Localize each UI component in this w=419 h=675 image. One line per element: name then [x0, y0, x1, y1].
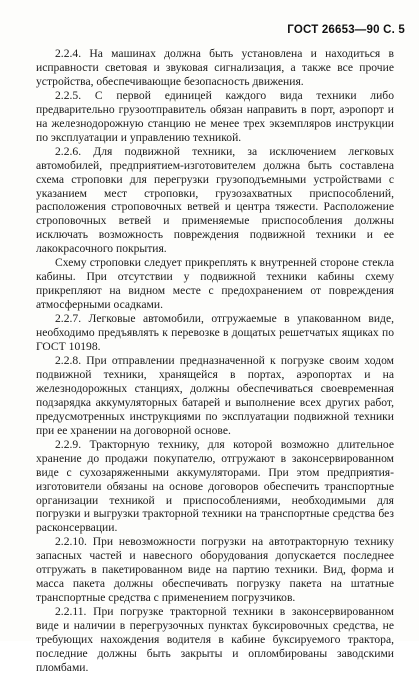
paragraph-2-2-11: 2.2.11. При погрузке тракторной техники в законсервированном виде и наличии в перегрузочных пунктах буксировочных средства, не требующих нахождения водителя в кабине буксируемого трактора, последние должны быть закрыты и опломбированы заводскими пломбами. — [36, 605, 394, 674]
paragraph-2-2-5: 2.2.5. С первой единицей каждого вида техники либо предварительно грузоотправитель обязан направить в порт, аэропорт и на железнодорожную станцию не менее трех экземпляров инструкции по эксплуатации и управлению техникой. — [36, 88, 394, 144]
document-body — [36, 47, 394, 675]
paragraph-2-2-7: 2.2.7. Легковые автомобили, отгружаемые в упакованном виде, необходимо предъявлять к перевозке в дощатых решетчатых ящиках по ГОСТ 10198. — [36, 312, 394, 354]
paragraph-2-2-9: 2.2.9. Тракторную технику, для которой возможно длительное хранение до продажи покупателю, отгружают в законсервированном виде с сухозаряженными аккумуляторами. При этом предприятия-изготовители обязаны на основе договоров обеспечить транспортные организации техникой и приспособлениями, необходимыми для погрузки и выгрузки тракторной техники на транспортные средства без расконсервации. — [36, 437, 394, 535]
paragraph-sling-scheme: Схему строповки следует прикреплять к внутренней стороне стекла кабины. При отсутствии у подвижной техники кабины схему прикрепляют на видном месте с предохранением от повреждения атмосферными осадками. — [36, 256, 394, 312]
paragraph-2-2-6: 2.2.6. Для подвижной техники, за исключением легковых автомобилей, предприятием-изготовителем должна быть составлена схема строповки для перегрузки грузоподъемными устройствами с указанием мест строповки, грузозахватных приспособлений, расположения строповочных ветвей и центра тяжести. Расположение строповочных ветвей и применяемые приспособления должны исключать возможность повреждения подвижной техники и ее лакокрасочного покрытия. — [36, 144, 394, 256]
paragraph-2-2-8: 2.2.8. При отправлении предназначенной к погрузке своим ходом подвижной техники, хранящейся в портах, аэропортах и на железнодорожных станциях, должны обеспечиваться своевременная подзарядка аккумуляторных батарей и выполнение всех других работ, предусмотренных инструкциями по эксплуатации подвижной техники при ее хранении на договорной основе. — [36, 353, 394, 437]
paragraph-2-2-4: 2.2.4. На машинах должна быть установлена и находиться в исправности световая и звуковая сигнализация, а также все прочие устройства, обеспечивающие безопасность движения. — [36, 47, 394, 88]
paragraph-2-2-10: 2.2.10. При невозможности погрузки на автотракторную технику запасных частей и навесного оборудования допускается последнее отгружать в пакетированном виде на партию техники. Вид, форма и масса пакета должны обеспечивать погрузку пакета на штатные транспортные средства с применением погрузчиков. — [36, 535, 394, 605]
page-header: ГОСТ 26653—90 С. 5 — [287, 24, 405, 36]
